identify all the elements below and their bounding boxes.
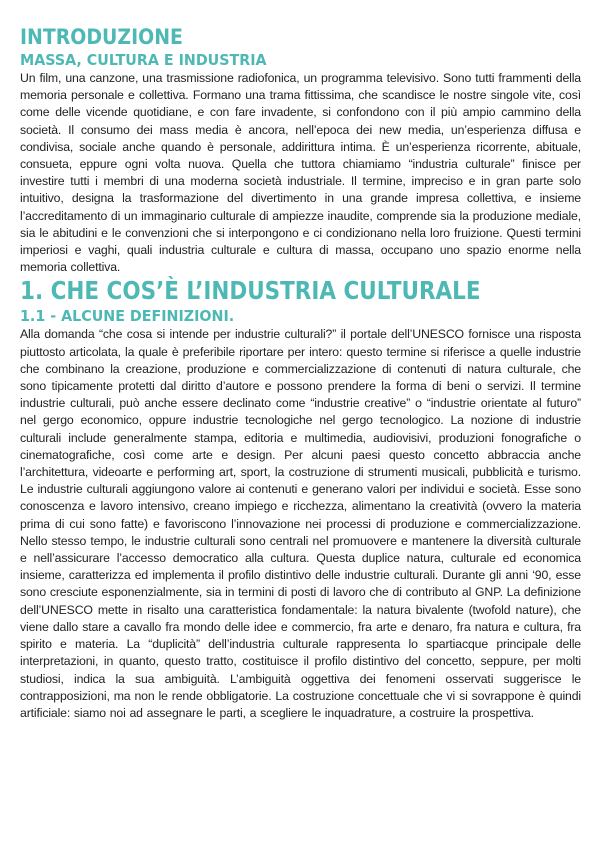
section-1-1-subtitle: 1.1 - ALCUNE DEFINIZIONI. — [20, 307, 235, 326]
intro-subtitle: MASSA, CULTURA E INDUSTRIA — [20, 51, 267, 69]
intro-paragraph: Un film, una canzone, una trasmissione radiofonica, un programma televisivo. Sono tutti frammenti della memoria personale e collettiva. Formano una trama fittissima, che scandisce le nostre singole vite, così come delle vicende quotidiane, e con fare invadente, si confondono con il più ampio cammino della società. Il consumo dei mass media è ancora, nell’epoca dei new media, un’esperienza diffusa e condivisa, sociale anche quando è personale, addirittura intima. È un’esperienza ricorrente, abituale, consueta, eppure ogni volta nuova. Quella che tuttora chiamiamo “industria culturale” finisce per investire tutti i membri di una moderna società industriale. Il termine, impreciso e in gran parte solo intuitivo, designa la trasformazione del divertimento in una grande impresa collettiva, e insieme l’accreditamento di un immaginario culturale di ampiezze inaudite, comprende sia la produzione mediale, sia le abitudini e le convenzioni che si interpongono e ci condizionano nella loro fruizione. Questi termini imperiosi e vaghi, quali industria culturale e cultura di massa, occupano uno spazio enorme nella memoria collettiva. — [20, 71, 581, 275]
section-1-title: 1. CHE COS’È L’INDUSTRIA CULTURALE — [20, 276, 481, 306]
section-1-paragraph: Alla domanda “che cosa si intende per industrie culturali?” il portale dell’UNESCO fornisce una risposta piuttosto articolata, la quale è preferibile riportare per intero: questo termine si riferisce a quelle industrie che combinano la creazione, produzione e commercializzazione di contenuti di natura culturale, che sono tipicamente protetti dal diritto d’autore e possono prendere la forma di beni o servizi. Il termine industrie culturali, può anche essere declinato come “industrie creative” o “industrie orientate al futuro” nel gergo economico, oppure industrie tecnologiche nel gergo tecnologico. La nozione di industrie culturali include generalmente stampa, editoria e multimedia, audiovisivi, produzioni fonografiche o cinematografiche, così come arte e design. Per alcuni paesi questo concetto abbraccia anche l’architettura, videoarte e performing art, sport, la costruzione di strumenti musicali, pubblicità e turismo. Le industrie culturali aggiungono valore ai contenuti e generano valori per individui e società. Esse sono conoscenza e lavoro intensivo, creano impiego e ricchezza, alimentano la creatività (ovvero la materia prima di cui sono fatte) e favoriscono l’innovazione nei processi di produzione e commercializzazione. Nello stesso tempo, le industrie culturali sono centrali nel promuovere e mantenere la diversità culturale e nell’assicurare l’accesso democratico alla cultura. Questa duplice natura, culturale ed economica insieme, caratterizza ed implementa il profilo distintivo delle industrie culturali. Durante gli anni ‘90, esse sono cresciute esponenzialmente, sia in termini di posti di lavoro che di contributo al GNP. La definizione dell’UNESCO mette in risalto una caratteristica fondamentale: la natura bivalente (twofold nature), che viene dallo stare a cavallo fra mondo delle idee e commercio, fra arte e denaro, fra natura e cultura, fra spirito e materia. La “duplicità” dell’industria culturale rappresenta lo spartiacque principale delle interpretazioni, in quanto, questo tratto, costituisce il profilo distintivo del concetto, seppure, per molti studiosi, indica la sua ambiguità. L’ambiguità oggettiva dei fenomeni osservati suggerisce le contrapposizioni, ma non le rende obbligatorie. La costruzione concettuale che vi si sovrappone è quindi artificiale: siamo noi ad assegnare le parti, a scegliere le inquadrature, a costruire la prospettiva. — [20, 327, 581, 720]
intro-title: INTRODUZIONE — [20, 25, 183, 49]
